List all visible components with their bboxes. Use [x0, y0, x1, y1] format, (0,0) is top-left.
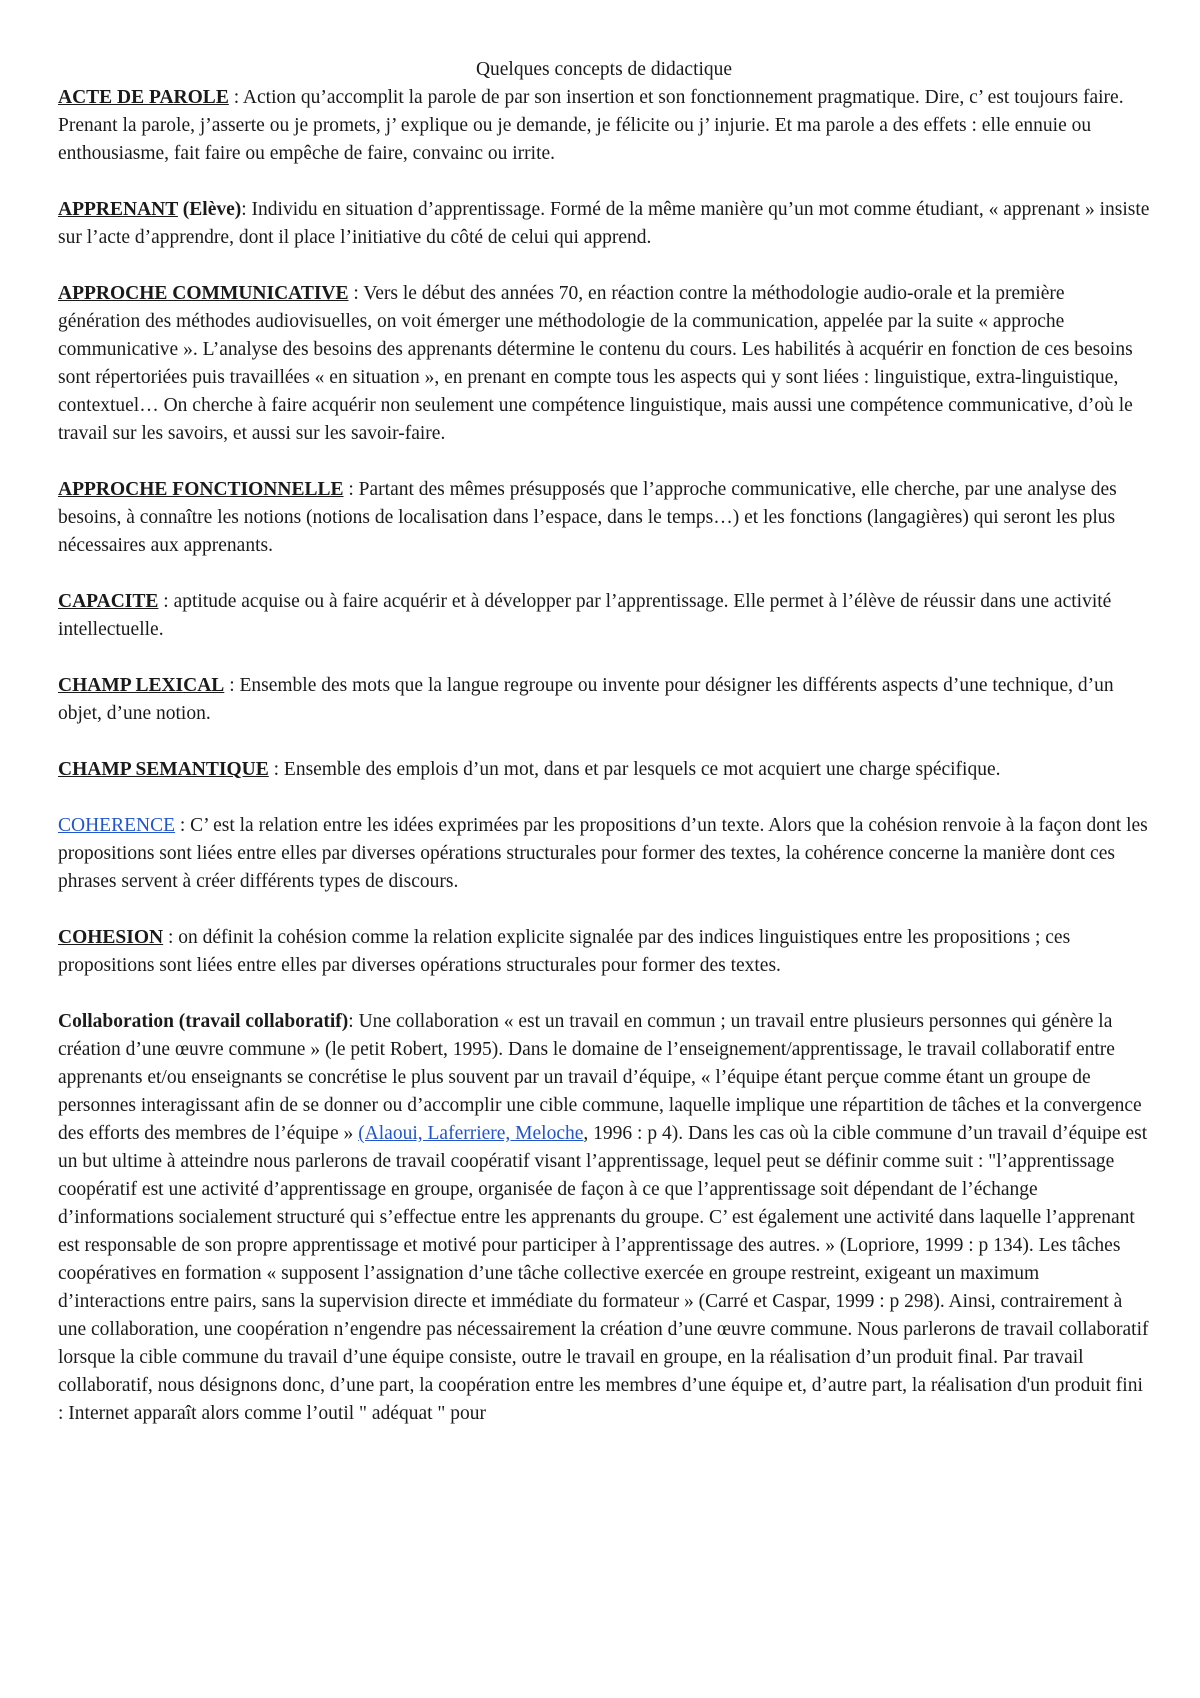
- entry-definition: : Ensemble des mots que la langue regroupe ou invente pour désigner les différents aspects d’une technique, d’un objet, d’une notion.: [58, 675, 1114, 724]
- entry-apprenant: [58, 196, 1150, 252]
- entry-definition: : Une collaboration « est un travail en commun ; un travail entre plusieurs personnes qui génère la création d’une œuvre commune » (le petit Robert, 1995). Dans le domaine de l’enseignement/apprentissage, le travail collaboratif entre apprenants et/ou enseignants se concrétise le plus souvent par un travail d’équipe, « l’équipe étant perçue comme étant un groupe de personnes interagissant afin de se donner ou d’accomplir une cible commune, laquelle implique une répartition de tâches et la convergence des efforts des membres de l’équipe »: [58, 1011, 1142, 1144]
- entry-definition: : on définit la cohésion comme la relation explicite signalée par des indices linguistiques entre les propositions ; ces propositions sont liées entre elles par diverses opérations structurales pour former des textes.: [58, 927, 1071, 976]
- entry-cohesion: [58, 924, 1150, 980]
- entry-definition: : Partant des mêmes présupposés que l’approche communicative, elle cherche, par une analyse des besoins, à connaître les notions (notions de localisation dans l’espace, dans le temps…) et les fonctions (langagières) qui seront les plus nécessaires aux apprenants.: [58, 479, 1117, 556]
- entry-term: CHAMP SEMANTIQUE: [58, 759, 269, 780]
- entry-term: CAPACITE: [58, 591, 159, 612]
- document-title: Quelques concepts de didactique: [475, 59, 733, 80]
- entry-definition-continued: , 1996 : p 4). Dans les cas où la cible commune d’un travail d’équipe est un but ultime à atteindre nous parlerons de travail coopératif visant l’apprentissage, lequel peut se définir comme suit : "l’apprentissage coopératif est une activité d’apprentissage en groupe, organisée de façon à ce que l’apprentissage soit dépendant de l’échange d’informations socialement structuré qui s’effectue entre les apprenants du groupe. C’ est également une activité dans laquelle l’apprenant est responsable de son propre apprentissage et motivé pour participer à l’apprentissage des autres. » (Lopriore, 1999 : p 134). Les tâches coopératives en formation « supposent l’assignation d’une tâche collective exercée en groupe restreint, exigeant un maximum d’interactions entre pairs, sans la supervision directe et immédiate du formateur » (Carré et Caspar, 1999 : p 298). Ainsi, contrairement à une collaboration, une coopération n’engendre pas nécessairement la création d’une œuvre commune. Nous parlerons de travail collaboratif lorsque la cible commune du travail d’une équipe consiste, outre le travail en groupe, en la réalisation d’un produit final. Par travail collaboratif, nous désignons donc, d’une part, la coopération entre les membres d’une équipe et, d’autre part, la réalisation d'un produit fini : Internet apparaît alors comme l’outil " adéquat " pour: [58, 1123, 1149, 1424]
- entry-approche-communicative: [58, 280, 1150, 448]
- entry-approche-fonctionnelle: [58, 476, 1150, 560]
- coherence-link[interactable]: COHERENCE: [58, 815, 175, 836]
- entry-term: ACTE DE PAROLE: [58, 87, 229, 108]
- entry-collaboration: [58, 1008, 1150, 1428]
- entry-term: APPROCHE FONCTIONNELLE: [58, 479, 344, 500]
- entry-term: Collaboration (travail collaboratif): [58, 1011, 349, 1032]
- entry-champ-semantique: [58, 756, 1150, 784]
- entry-definition: : aptitude acquise ou à faire acquérir et à développer par l’apprentissage. Elle permet à l’élève de réussir dans une activité intellectuelle.: [58, 591, 1112, 640]
- entry-champ-lexical: [58, 672, 1150, 728]
- entry-definition: : Ensemble des emplois d’un mot, dans et par lesquels ce mot acquiert une charge spécifique.: [268, 759, 1001, 780]
- entry-capacite: [58, 588, 1150, 644]
- entry-term: COHESION: [58, 927, 164, 948]
- entry-term: APPRENANT: [58, 199, 178, 220]
- entry-term-suffix: (Elève): [177, 199, 242, 220]
- entry-definition: : C’ est la relation entre les idées exprimées par les propositions d’un texte. Alors que la cohésion renvoie à la façon dont les propositions sont liées entre elles par diverses opérations structurales pour former des textes, la cohérence concerne la manière dont ces phrases servent à créer différents types de discours.: [58, 815, 1148, 892]
- entry-term: APPROCHE COMMUNICATIVE: [58, 283, 349, 304]
- document-page: [58, 56, 1150, 1456]
- entry-definition: : Action qu’accomplit la parole de par son insertion et son fonctionnement pragmatique. Dire, c’ est toujours faire. Prenant la parole, j’asserte ou je promets, j’ explique ou je demande, je félicite ou j’ injurie. Et ma parole a des effets : elle ennuie ou enthousiasme, fait faire ou empêche de faire, convainc ou irrite.: [58, 87, 1124, 164]
- entry-definition: : Vers le début des années 70, en réaction contre la méthodologie audio-orale et la première génération des méthodes audiovisuelles, on voit émerger une méthodologie de la communication, appelée par la suite « approche communicative ». L’analyse des besoins des apprenants détermine le contenu du cours. Les habilités à acquérir en fonction de ces besoins sont répertoriées puis travaillées « en situation », en prenant en compte tous les aspects qui y sont liées : linguistique, extra-linguistique, contextuel… On cherche à faire acquérir non seulement une compétence linguistique, mais aussi une compétence communicative, d’où le travail sur les savoirs, et aussi sur les savoir-faire.: [58, 283, 1133, 444]
- entry-acte-de-parole: [58, 84, 1150, 168]
- entry-term: CHAMP LEXICAL: [58, 675, 225, 696]
- entry-coherence: [58, 812, 1150, 896]
- reference-link[interactable]: (Alaoui, Laferriere, Meloche: [358, 1123, 584, 1144]
- entry-definition: : Individu en situation d’apprentissage. Formé de la même manière qu’un mot comme étudiant, « apprenant » insiste sur l’acte d’apprendre, dont il place l’initiative du côté de celui qui apprend.: [58, 199, 1150, 248]
